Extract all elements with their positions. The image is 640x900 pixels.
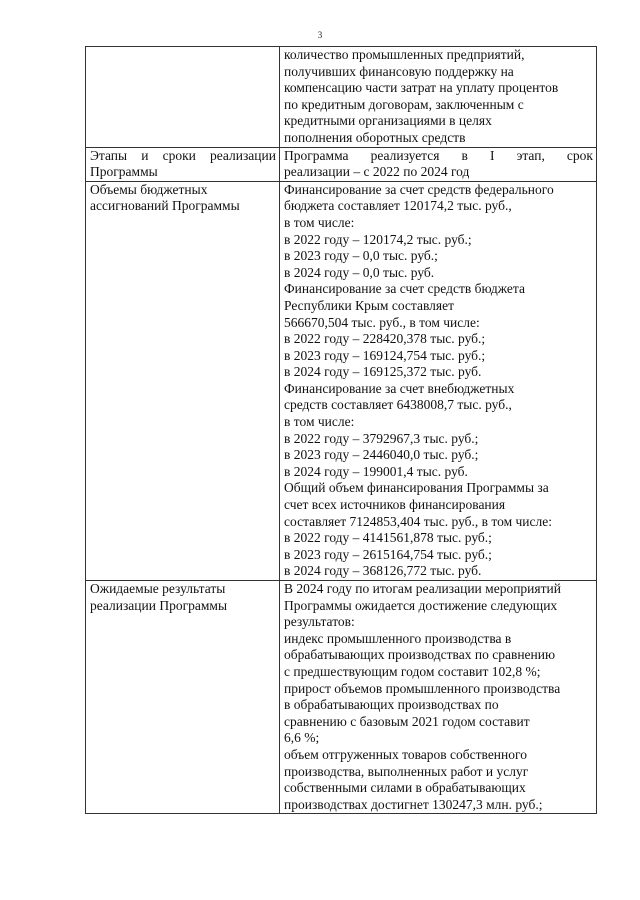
text-line: пополнения оборотных средств <box>284 129 466 145</box>
results-label-line: Ожидаемые результаты <box>90 581 226 596</box>
results-label-line: реализации Программы <box>90 597 228 613</box>
table-row <box>86 47 597 148</box>
word: и <box>141 147 149 163</box>
text-line: в 2022 году – 4141561,878 тыс. руб.; <box>284 530 492 546</box>
text-line: в 2023 году – 2615164,754 тыс. руб.; <box>284 546 492 562</box>
text-line: результатов: <box>284 614 355 630</box>
page-number: 3 <box>317 30 323 40</box>
text-line: в 2023 году – 2446040,0 тыс. руб.; <box>284 447 479 463</box>
text-line: в том числе: <box>284 214 355 230</box>
text-line <box>284 148 593 165</box>
program-passport-table <box>85 46 597 814</box>
row-content-cell <box>280 147 597 181</box>
text-line: средств составляет 6438008,7 тыс. руб., <box>284 397 512 413</box>
text-line: Финансирование за счет средств федерального <box>284 181 554 197</box>
text-line: Финансирование за счет средств бюджета <box>284 281 525 297</box>
row-content-cell <box>280 181 597 580</box>
text-line: в 2022 году – 3792967,3 тыс. руб.; <box>284 430 479 446</box>
budget-label-line: ассигнований Программы <box>90 198 240 214</box>
row-label-cell <box>86 181 280 580</box>
word: срок <box>566 147 593 163</box>
text-line: Финансирование за счет внебюджетных <box>284 380 515 396</box>
table-row <box>86 581 597 814</box>
row-content-cell <box>280 47 597 148</box>
text-line: в 2023 году – 0,0 тыс. руб.; <box>284 248 438 264</box>
text-line: бюджета составляет 120174,2 тыс. руб., <box>284 198 512 214</box>
text-line: получивших финансовую поддержку на <box>284 63 514 79</box>
text-line: Общий объем финансирования Программы за <box>284 480 549 496</box>
text-line: в обрабатывающих производствах по <box>284 697 499 713</box>
text-line: по кредитным договорам, заключенным с <box>284 96 524 112</box>
word: I <box>489 147 495 163</box>
text-line: производствах достигнет 130247,3 млн. руб.; <box>284 796 543 812</box>
budget-label-line: Объемы бюджетных <box>90 181 208 197</box>
text-line: в 2024 году – 0,0 тыс. руб. <box>284 264 435 280</box>
text-line: количество промышленных предприятий, <box>284 47 525 62</box>
row-label-cell <box>86 47 280 148</box>
stages-label-line <box>90 148 276 165</box>
text-line: кредитными организациями в целях <box>284 113 492 129</box>
word: Программа <box>284 147 349 163</box>
text-line: в 2024 году – 169125,372 тыс. руб. <box>284 364 482 380</box>
text-line: компенсацию части затрат на уплату процентов <box>284 80 559 96</box>
text-line: индекс промышленного производства в <box>284 630 512 646</box>
row-content-cell <box>280 581 597 814</box>
text-line: производства, выполненных работ и услуг <box>284 763 529 779</box>
word: Этапы <box>90 147 128 163</box>
word: сроки <box>162 147 196 163</box>
word: этап, <box>516 147 545 163</box>
text-line: счет всех источников финансирования <box>284 497 506 513</box>
text-line: 6,6 %; <box>284 730 320 746</box>
text-line: Программы ожидается достижение следующих <box>284 597 558 613</box>
text-line: объем отгруженных товаров собственного <box>284 746 527 762</box>
text-line: в том числе: <box>284 414 355 430</box>
word: реализации <box>209 147 276 163</box>
text-line: составляет 7124853,404 тыс. руб., в том числе: <box>284 513 553 529</box>
text-line: собственными силами в обрабатывающих <box>284 780 526 796</box>
text-line: в 2024 году – 368126,772 тыс. руб. <box>284 563 482 579</box>
text-line: в 2022 году – 120174,2 тыс. руб.; <box>284 231 472 247</box>
text-line: в 2023 году – 169124,754 тыс. руб.; <box>284 347 486 363</box>
text-line: с предшествующим годом составит 102,8 %; <box>284 663 541 679</box>
text-line: прирост объемов промышленного производства <box>284 680 561 696</box>
row-label-cell <box>86 581 280 814</box>
text-line: сравнению с базовым 2021 годом составит <box>284 713 530 729</box>
text-line: В 2024 году по итогам реализации мероприятий <box>284 581 561 596</box>
word: реализуется <box>370 147 440 163</box>
table-row <box>86 147 597 181</box>
text-line: 566670,504 тыс. руб., в том числе: <box>284 314 480 330</box>
text-line: обрабатывающих производствах по сравнению <box>284 647 556 663</box>
table-row <box>86 181 597 580</box>
text-line: Республики Крым составляет <box>284 297 455 313</box>
text-line: в 2024 году – 199001,4 тыс. руб. <box>284 463 468 479</box>
word: в <box>461 147 468 163</box>
row-label-cell <box>86 147 280 181</box>
text-line: в 2022 году – 228420,378 тыс. руб.; <box>284 331 486 347</box>
text-line: реализации – с 2022 по 2024 год <box>284 164 470 180</box>
stages-label-line: Программы <box>90 164 158 180</box>
